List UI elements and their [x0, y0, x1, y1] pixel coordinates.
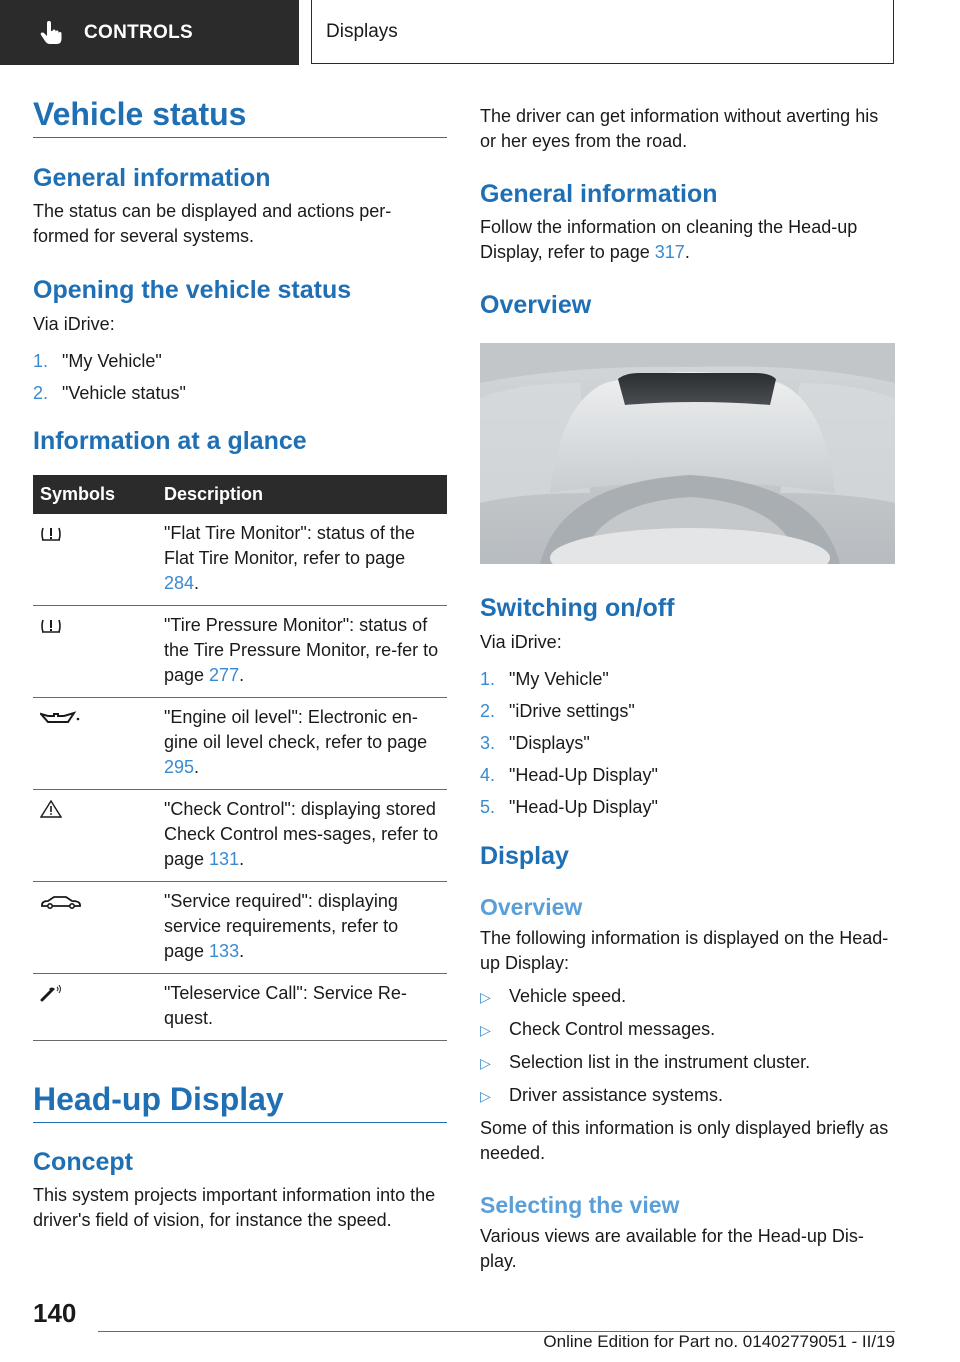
heading-general-information-hud: General information: [480, 180, 718, 208]
page-link[interactable]: 133: [209, 941, 240, 961]
list-item: 1. "My Vehicle": [480, 669, 609, 689]
heading-opening-vehicle-status: Opening the vehicle status: [33, 276, 352, 304]
table-row: [33, 882, 447, 974]
page-number: 140: [33, 1298, 77, 1328]
opening-steps-list: [33, 349, 447, 406]
column-header-symbols: Symbols: [33, 475, 157, 514]
pointing-hand-icon: [38, 20, 64, 46]
table-row: [33, 698, 447, 790]
table-row: [33, 606, 447, 698]
subheading-selecting-the-view: Selecting the view: [480, 1192, 680, 1218]
table-cell-description: "Check Control": displaying stored Check Control mes-sages, refer to page 131.: [157, 790, 447, 882]
page-link[interactable]: 131: [209, 849, 240, 869]
heading-display: Display: [480, 842, 569, 870]
triangle-bullet-icon: ▷: [480, 989, 491, 1005]
some-info-text: Some of this information is only displayed briefly as needed.: [480, 1118, 889, 1163]
edition-text: Online Edition for Part no. 01402779051 - II/19: [543, 1332, 895, 1351]
section-title: CONTROLS: [84, 21, 194, 43]
symbols-table: [33, 475, 447, 1041]
heading-general-information: General information: [33, 164, 271, 192]
table-row: [33, 974, 447, 1041]
intro-text: The driver can get information without averting his or her eyes from the road.: [480, 106, 879, 151]
list-item: ▷ Vehicle speed.: [480, 984, 895, 1010]
table-cell-description: "Engine oil level": Electronic en-gine oil level check, refer to page 295.: [157, 698, 447, 790]
triangle-bullet-icon: ▷: [480, 1055, 491, 1071]
table-cell-description: "Service required": displaying service requirements, refer to page 133.: [157, 882, 447, 974]
warning-triangle-icon: [40, 800, 62, 818]
list-item: 4. "Head-Up Display": [480, 765, 658, 785]
triangle-bullet-icon: ▷: [480, 1022, 491, 1038]
list-item: ▷ Driver assistance systems.: [480, 1083, 895, 1109]
via-idrive-text: Via iDrive:: [480, 632, 562, 652]
triangle-bullet-icon: ▷: [480, 1088, 491, 1104]
header-chapter-tab: [311, 0, 894, 64]
list-item: ▷ Check Control messages.: [480, 1017, 895, 1043]
tire-warning-icon: [40, 618, 62, 634]
cleaning-text: Follow the information on cleaning the Head-up Display, refer to page 317.: [480, 217, 858, 262]
page-link[interactable]: 277: [209, 665, 240, 685]
tire-warning-icon: [40, 526, 62, 542]
header-section-tab: [0, 0, 299, 65]
page-link[interactable]: 317: [654, 242, 685, 262]
table-cell-description: "Teleservice Call": Service Re-quest.: [157, 974, 447, 1041]
list-item: 3. "Displays": [480, 733, 590, 753]
chapter-title: Displays: [326, 20, 398, 42]
following-text: The following information is displayed on the Head-up Display:: [480, 928, 889, 973]
heading-information-at-a-glance: Information at a glance: [33, 427, 307, 455]
concept-text: This system projects important information into the driver's field of vision, for instance the speed.: [33, 1185, 436, 1230]
general-information-text: The status can be displayed and actions per-formed for several systems.: [33, 201, 392, 246]
column-header-description: Description: [157, 475, 447, 514]
heading-vehicle-status: Vehicle status: [33, 96, 447, 138]
left-column: [33, 96, 447, 1233]
wrench-signal-icon: [40, 984, 66, 1002]
switching-steps-list: [480, 667, 895, 820]
list-item: 5. "Head-Up Display": [480, 797, 658, 817]
page-link[interactable]: 295: [164, 757, 195, 777]
page-link[interactable]: 284: [164, 573, 195, 593]
displayed-info-list: [480, 984, 895, 1109]
oil-can-icon: [40, 710, 80, 726]
head-up-display-photo: [480, 343, 895, 564]
list-item: 2. "Vehicle status": [33, 383, 186, 403]
list-item: 2. "iDrive settings": [480, 701, 635, 721]
via-idrive-text: Via iDrive:: [33, 314, 115, 334]
table-cell-description: "Tire Pressure Monitor": status of the Tire Pressure Monitor, re-fer to page 277.: [157, 606, 447, 698]
table-row: [33, 790, 447, 882]
right-column: [480, 104, 895, 1274]
heading-overview: Overview: [480, 291, 592, 319]
heading-concept: Concept: [33, 1148, 133, 1176]
heading-switching-on-off: Switching on/off: [480, 594, 675, 622]
service-car-icon: [40, 894, 84, 910]
heading-head-up-display: Head-up Display: [33, 1081, 447, 1123]
list-item: 1. "My Vehicle": [33, 351, 162, 371]
subheading-overview: Overview: [480, 894, 583, 920]
list-item: ▷ Selection list in the instrument cluster.: [480, 1050, 895, 1076]
table-header-row: [33, 475, 447, 514]
views-text: Various views are available for the Head-up Dis-play.: [480, 1226, 864, 1271]
table-cell-description: "Flat Tire Monitor": status of the Flat Tire Monitor, refer to page 284.: [157, 514, 447, 606]
table-row: [33, 514, 447, 606]
